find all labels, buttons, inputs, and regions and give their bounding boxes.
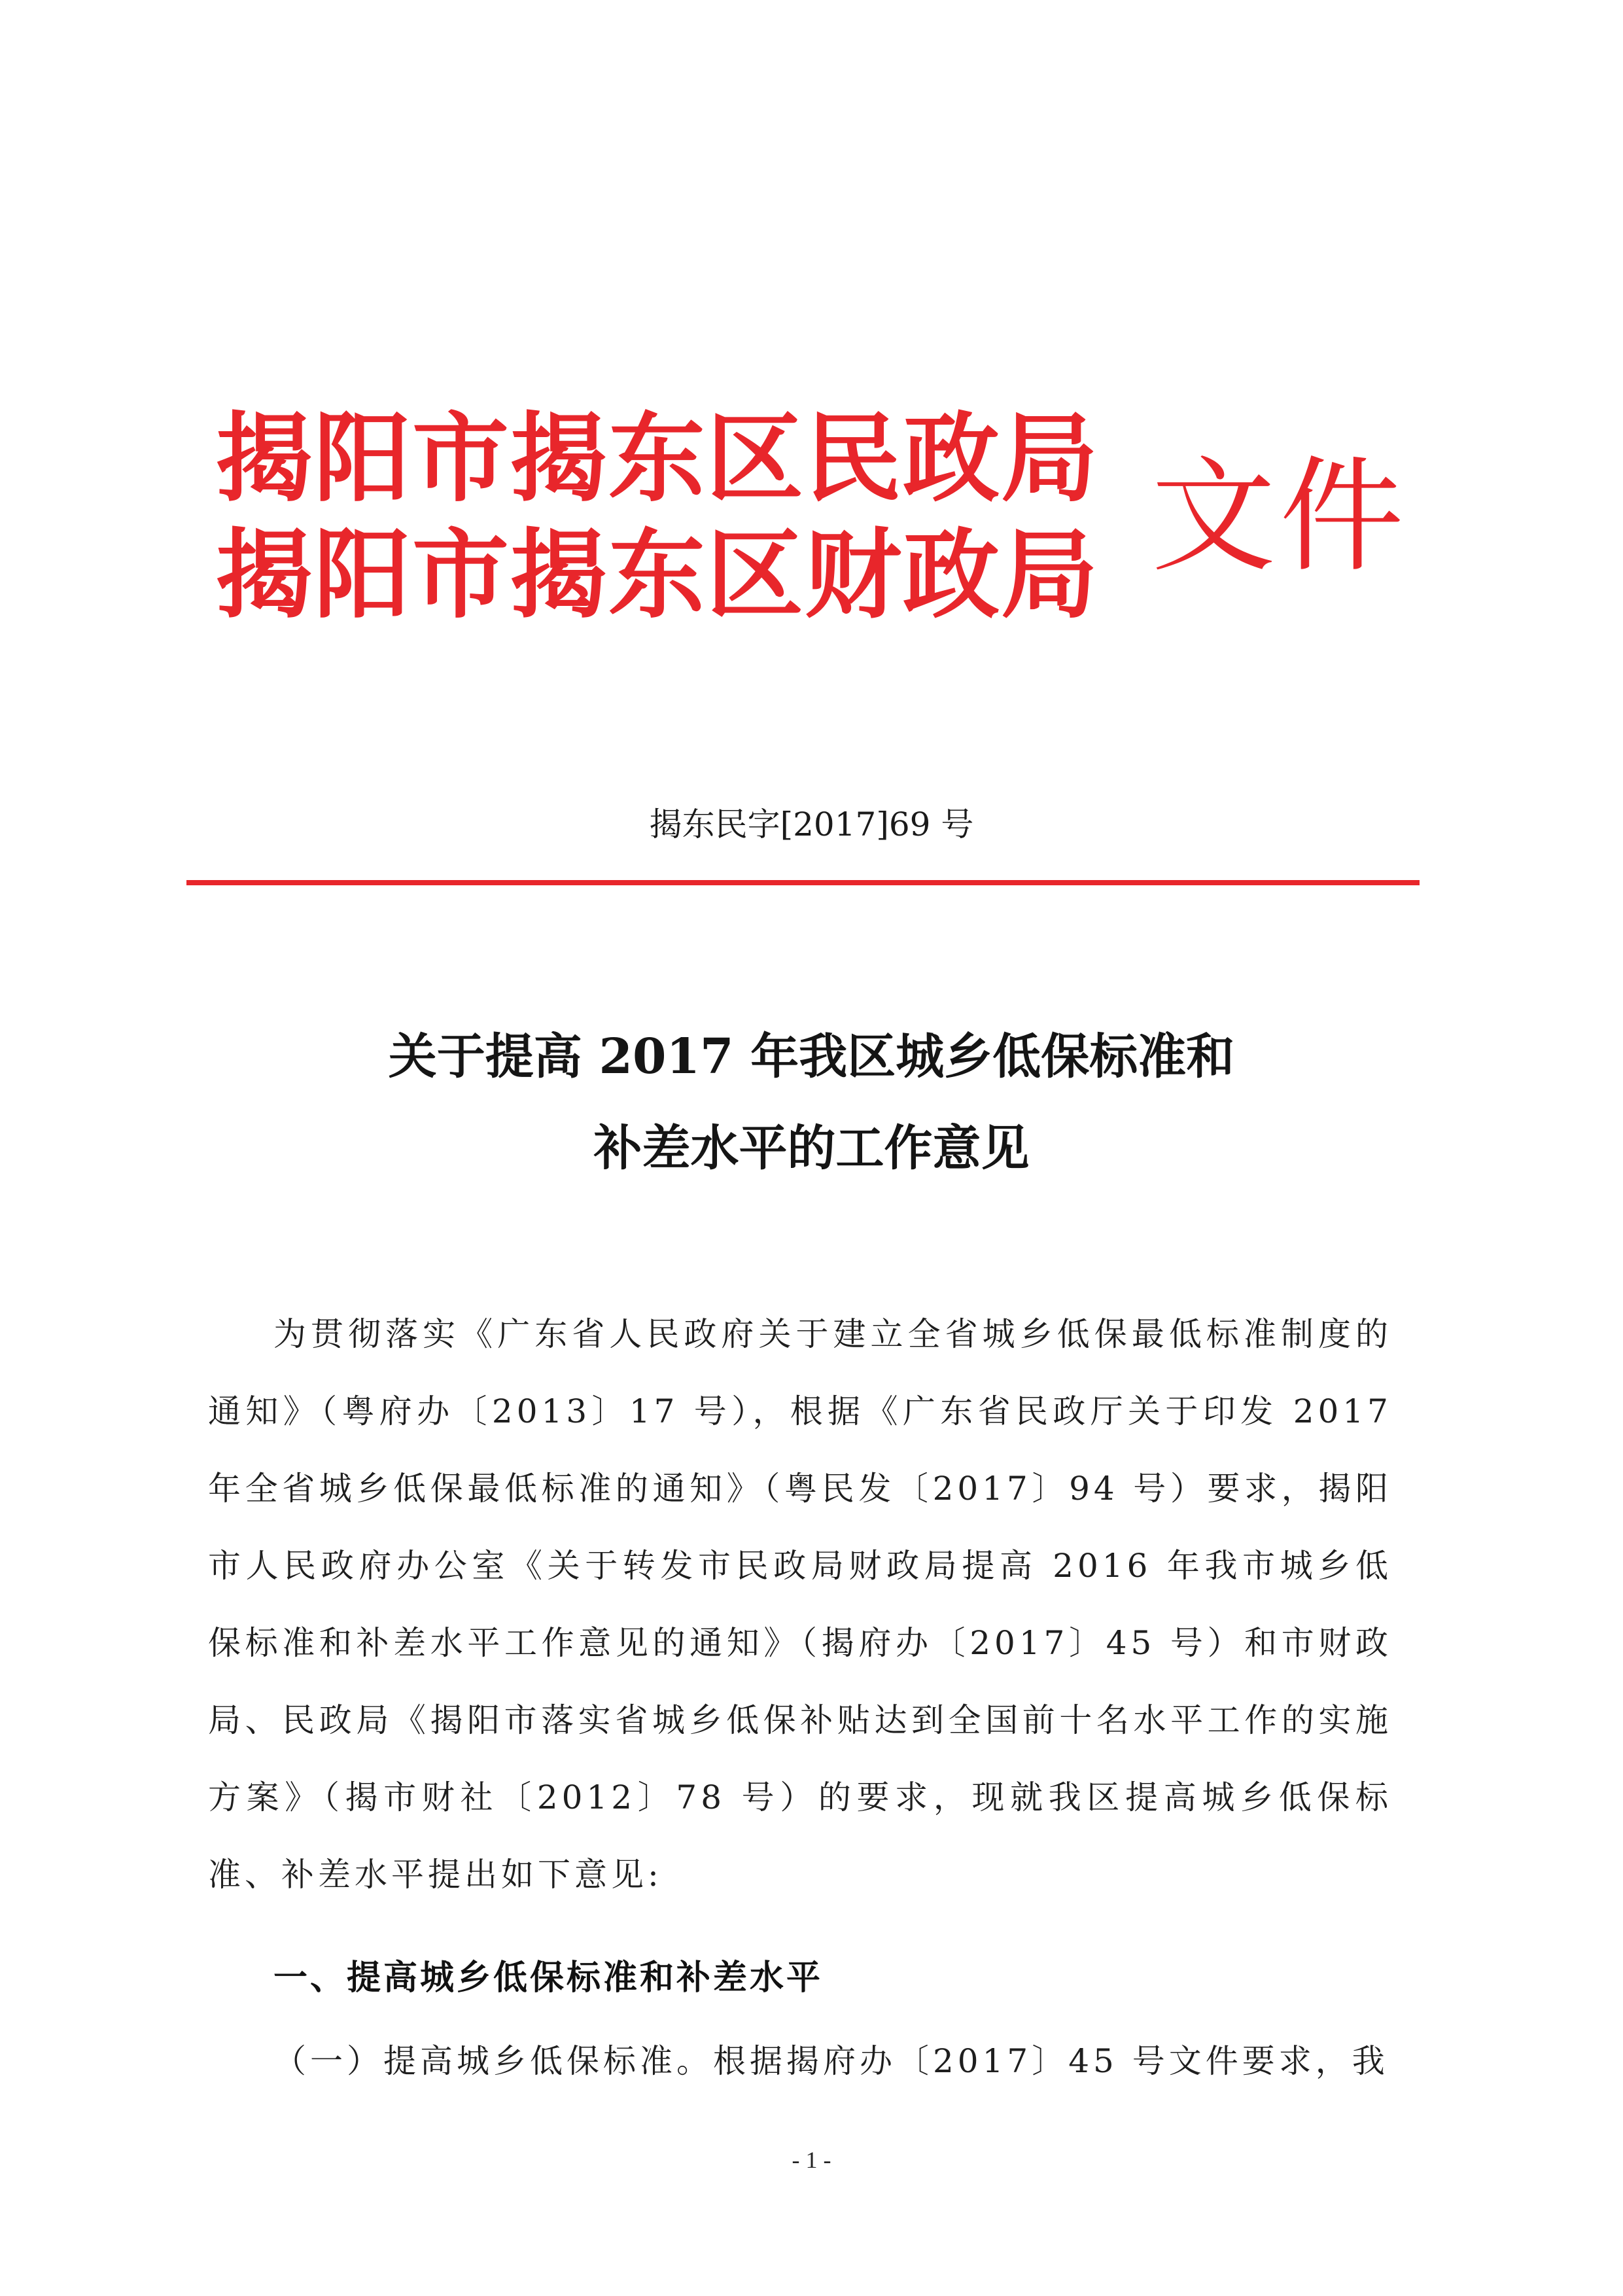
title-line-1: 关于提高 2017 年我区城乡低保标准和 bbox=[388, 1029, 1235, 1085]
sub-paragraph-1: （一）提高城乡低保标准。根据揭府办〔2017〕45 号文件要求，我 bbox=[273, 2042, 1389, 2080]
document-title bbox=[0, 1011, 1623, 1194]
document-type-label: 文件 bbox=[1151, 444, 1408, 589]
issuing-org-1: 揭阳市揭东区民政局 bbox=[216, 401, 1099, 515]
body-paragraph-1: 为贯彻落实《广东省人民政府关于建立全省城乡低保最低标准制度的通知》（粤府办〔2013〕17 号），根据《广东省民政厅关于印发 2017 年全省城乡低保最低标准的通知》（粤民发〔2017〕94 号）要求，揭阳市人民政府办公室《关于转发市民政局财政局提高 2016 年我市城乡低保标准和补差水平工作意见的通知》（揭府办〔2017〕45 号）和市财政局、民政局《揭阳市落实省城乡低保补贴达到全国前十名水平工作的实施方案》（揭市财社〔2012〕78 号）的要求，现就我区提高城乡低保标准、补差水平提出如下意见: bbox=[208, 1315, 1392, 1894]
document-header bbox=[216, 366, 1459, 641]
document-number: 揭东民字[2017]69 号 bbox=[649, 805, 974, 843]
issuing-org-2: 揭阳市揭东区财政局 bbox=[216, 518, 1099, 631]
document-body bbox=[208, 1296, 1392, 1913]
red-divider-line bbox=[186, 880, 1420, 885]
title-line-2: 补差水平的工作意见 bbox=[593, 1120, 1030, 1176]
page-number: - 1 - bbox=[792, 2147, 831, 2173]
section-heading-1: 一、提高城乡低保标准和补差水平 bbox=[273, 1958, 824, 1998]
